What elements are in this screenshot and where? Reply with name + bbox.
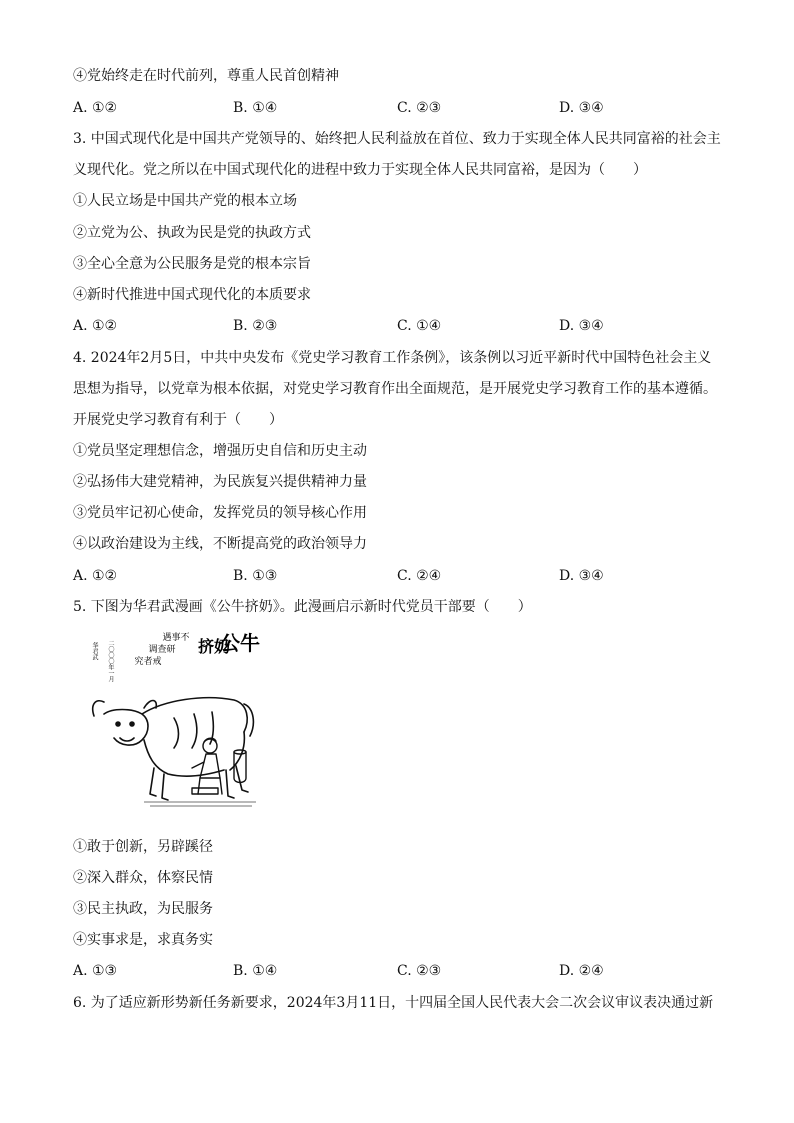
- q3-stem-line2: 义现代化。党之所以在中国式现代化的进程中致力于实现全体人民共同富裕，是因为（ ）: [73, 162, 647, 178]
- q5-option-c: C. ②③: [397, 963, 442, 979]
- cartoon-note-col2: 调查研: [148, 644, 176, 654]
- q3-statement-3: ③全心全意为公民服务是党的根本宗旨: [73, 256, 311, 272]
- cartoon-date: 二〇〇〇年一月: [107, 640, 113, 682]
- svg-text:究者戒: [134, 655, 161, 666]
- q3-option-b: B. ②③: [233, 318, 278, 334]
- cartoon-title-col2: 挤奶: [197, 639, 231, 656]
- cartoon-image: [84, 628, 260, 812]
- q4-option-d: D. ③④: [559, 568, 604, 584]
- q3-option-c: C. ①④: [397, 318, 442, 334]
- q3-statement-4: ④新时代推进中国式现代化的本质要求: [73, 287, 311, 303]
- q4-statement-2: ②弘扬伟大建党精神，为民族复兴提供精神力量: [73, 474, 367, 490]
- q4-statement-1: ①党员坚定理想信念，增强历史自信和历史主动: [73, 443, 367, 459]
- q3-option-a: A. ①②: [73, 318, 118, 334]
- cartoon-note-col3: 究者戒: [134, 656, 162, 666]
- q4-stem-line3: 开展党史学习教育有利于（ ）: [73, 412, 283, 428]
- q5-statement-2: ②深入群众，体察民情: [73, 870, 213, 886]
- cartoon-note-col1: 遇事不: [162, 632, 190, 642]
- q5-statement-3: ③民主执政，为民服务: [73, 901, 213, 917]
- q2-option-d: D. ③④: [559, 100, 604, 116]
- q5-stem: 5. 下图为华君武漫画《公牛挤奶》。此漫画启示新时代党员干部要（ ）: [73, 599, 532, 615]
- q4-option-c: C. ②④: [397, 568, 442, 584]
- ground-hatching: [144, 802, 256, 806]
- q2-options: [73, 98, 733, 118]
- q4-options: [73, 566, 733, 586]
- q4-option-b: B. ①③: [233, 568, 278, 584]
- svg-text:二〇〇〇年一月: [107, 640, 114, 683]
- q5-option-b: B. ①④: [233, 963, 278, 979]
- q4-stem-line1: 4. 2024年2月5日，中共中央发布《党史学习教育工作条例》，该条例以习近平新时代中国特色社会主义: [73, 350, 712, 366]
- svg-text:遇事不: [162, 631, 189, 642]
- q4-stem-line2: 思想为指导，以党章为根本依据，对党史学习教育作出全面规范，是开展党史学习教育工作的基本遵循。: [73, 381, 717, 397]
- q3-stem-line1: 3. 中国式现代化是中国共产党领导的、始终把人民利益放在首位、致力于实现全体人民共同富裕的社会主: [73, 131, 721, 147]
- q3-statement-1: ①人民立场是中国共产党的根本立场: [73, 193, 297, 209]
- q6-stem-line1: 6. 为了适应新形势新任务新要求，2024年3月11日，十四届全国人民代表大会二次会议审议表决通过新: [73, 995, 714, 1011]
- cartoon-title-col1-char1: 公牛: [220, 633, 260, 655]
- q2-option-a: A. ①②: [73, 100, 118, 116]
- q3-options: [73, 316, 733, 336]
- q4-statement-4: ④以政治建设为主线，不断提高党的政治领导力: [73, 536, 367, 552]
- svg-text:挤奶: [198, 637, 230, 656]
- q2-statement-4: ④党始终走在时代前列，尊重人民首创精神: [73, 68, 339, 84]
- q4-option-a: A. ①②: [73, 568, 118, 584]
- q3-statement-2: ②立党为公、执政为民是党的执政方式: [73, 225, 311, 241]
- bull-drawing: [93, 698, 254, 800]
- q2-option-c: C. ②③: [397, 100, 442, 116]
- q2-option-b: B. ①④: [233, 100, 278, 116]
- q5-options: [73, 961, 733, 981]
- svg-text:调查研: [148, 643, 175, 654]
- q5-option-a: A. ①③: [73, 963, 118, 979]
- svg-text:华君武: [91, 641, 98, 661]
- q5-statement-4: ④实事求是，求真务实: [73, 932, 213, 948]
- q5-statement-1: ①敢于创新，另辟蹊径: [73, 839, 213, 855]
- q4-statement-3: ③党员牢记初心使命，发挥党员的领导核心作用: [73, 505, 367, 521]
- q5-option-d: D. ②④: [559, 963, 604, 979]
- cartoon-signature: 华君武: [91, 642, 97, 660]
- milker-figure: [192, 738, 246, 794]
- q3-option-d: D. ③④: [559, 318, 604, 334]
